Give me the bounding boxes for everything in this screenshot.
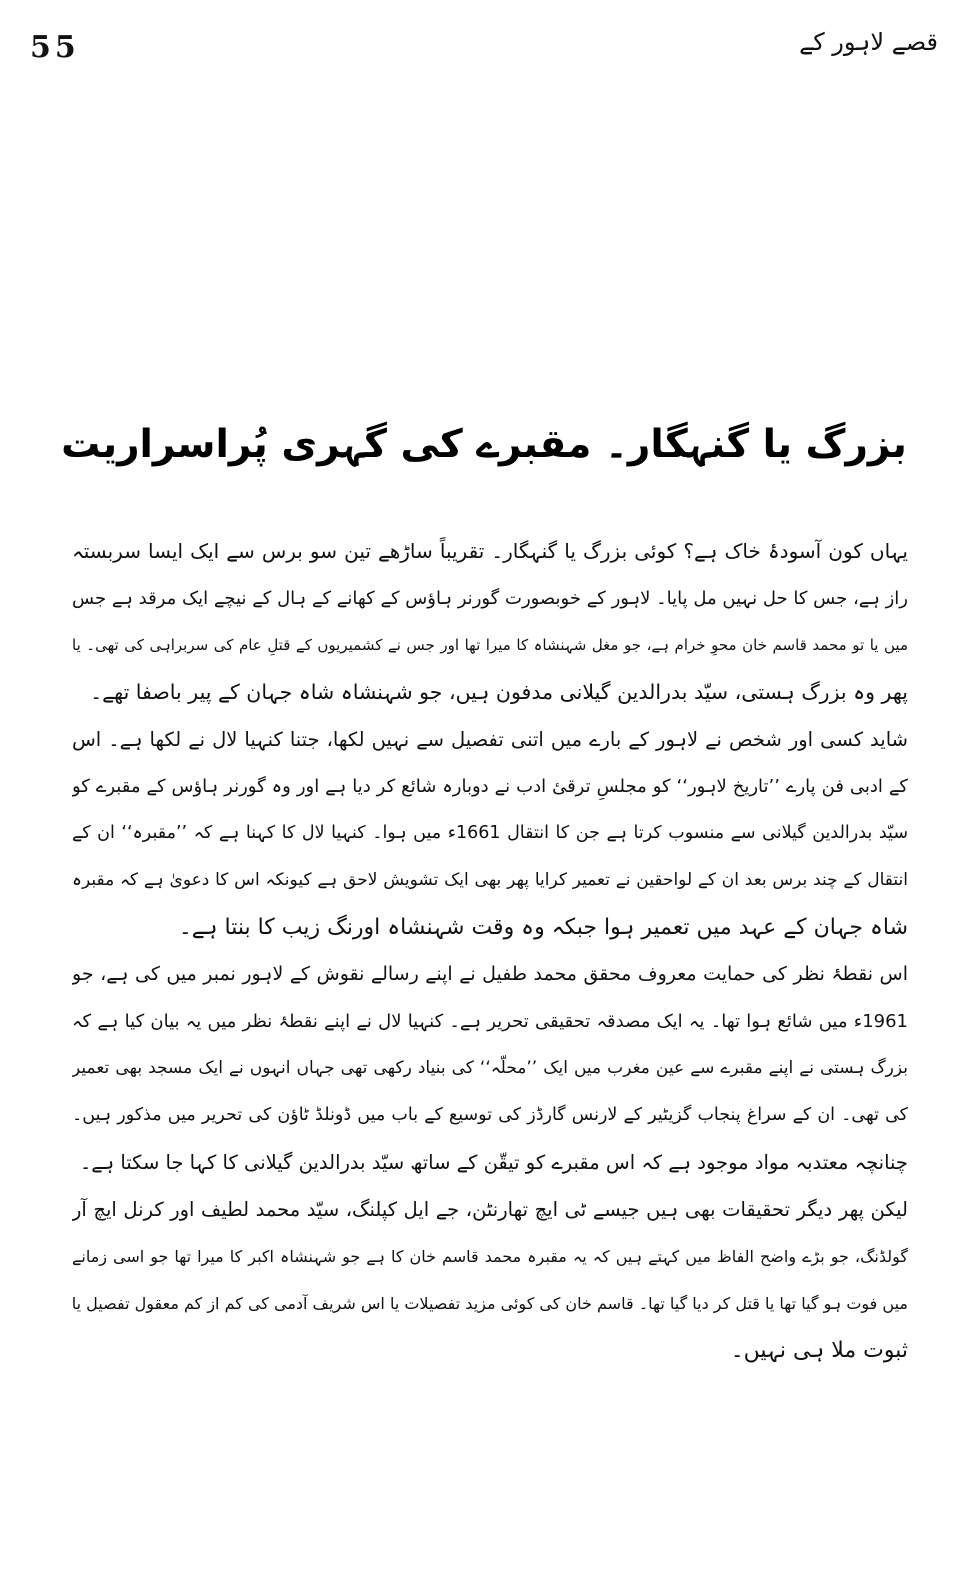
text-line: میں فوت ہو گیا تھا یا قتل کر دیا گیا تھا۔ قاسم خان کی کوئی مزید تفصیلات یا اس شریف آدمی کی کم از کم معقول تفصیل یا: [72, 1294, 908, 1313]
page-number: 55: [30, 30, 80, 65]
text-line: کی تھی۔ ان کے سراغ پنجاب گزیٹیر کے لارنس گارڈز کی توسیع کے باب میں ڈونلڈ ٹاؤن کی تحریر میں مذکور ہیں۔: [72, 1105, 908, 1125]
chapter-title: بزرگ یا گنہگار۔ مقبرے کی گہری پُراسراریت: [61, 422, 907, 467]
text-line: میں یا تو محمد قاسم خان محوِ خرام ہے، جو مغل شہنشاہ کا میرا تھا اور جس نے کشمیریوں کے قتلِ عام کی سربراہی کی تھی۔ یا: [72, 636, 908, 654]
text-line: ثبوت ملا ہی نہیں۔: [730, 1338, 908, 1363]
text-line: 1961ء میں شائع ہوا تھا۔ یہ ایک مصدقہ تحقیقی تحریر ہے۔ کنہیا لال نے اپنے نقطۂ نظر میں یہ بیان کیا ہے کہ: [72, 1011, 908, 1032]
text-line: کے ادبی فن پارے ’’تاریخ لاہور‘‘ کو مجلسِ ترقیٔ ادب نے دوبارہ شائع کر دیا ہے اور وہ گورنر ہاؤس کے مقبرے کو: [72, 776, 908, 797]
body-text: [72, 528, 908, 1374]
text-line: چنانچہ معتدبہ مواد موجود ہے کہ اس مقبرے کو تیقّن کے ساتھ سیّد بدرالدین گیلانی کا کہا جا سکتا ہے۔: [79, 1151, 908, 1174]
text-line: راز ہے، جس کا حل نہیں مل پایا۔ لاہور کے خوبصورت گورنر ہاؤس کے کھانے کے ہال کے نیچے ایک مرقد ہے جس: [72, 588, 908, 609]
text-line: بزرگ ہستی نے اپنے مقبرے سے عین مغرب میں ایک ’’محلّہ‘‘ کی بنیاد رکھی تھی جہاں انہوں نے ایک مسجد بھی تعمیر: [72, 1058, 908, 1078]
text-line: انتقال کے چند برس بعد ان کے لواحقین نے تعمیر کرایا پھر بھی ایک تشویش لاحق ہے کیونکہ اس کا دعویٰ ہے کہ مقبرہ: [72, 870, 908, 890]
text-line: سیّد بدرالدین گیلانی سے منسوب کرتا ہے جن کا انتقال 1661ء میں ہوا۔ کنہیا لال کا کہنا ہے کہ ’’مقبرہ‘‘ ان کے: [72, 823, 908, 843]
text-line: گولڈنگ، جو بڑے واضح الفاظ میں کہتے ہیں کہ یہ مقبرہ محمد قاسم خان کا ہے جو شہنشاہ اکبر کا میرا تھا جو اسی زمانے: [72, 1247, 908, 1266]
text-line: پھر وہ بزرگ ہستی، سیّد بدرالدین گیلانی مدفون ہیں، جو شہنشاہ شاہ جہان کے پیر باصفا تھے۔: [90, 680, 908, 704]
text-line: شاید کسی اور شخص نے لاہور کے بارے میں اتنی تفصیل سے نہیں لکھا، جتنا کنہیا لال نے لکھا ہے۔ اس: [72, 728, 908, 751]
text-line: لیکن پھر دیگر تحقیقات بھی ہیں جیسے ٹی ایچ تھارنٹن، جے ایل کپلنگ، سیّد محمد لطیف اور کرنل ایچ آر: [72, 1198, 908, 1221]
text-line: اس نقطۂ نظر کی حمایت معروف محقق محمد طفیل نے اپنے رسالے نقوش کے لاہور نمبر میں کی ہے، جو: [72, 963, 908, 985]
text-line: شاہ جہان کے عہد میں تعمیر ہوا جبکہ وہ وقت شہنشاہ اورنگ زیب کا بنتا ہے۔: [178, 915, 908, 940]
running-header: قصے لاہور کے: [799, 28, 938, 56]
text-line: یہاں کون آسودۂ خاک ہے؟ کوئی بزرگ یا گنہگار۔ تقریباً ساڑھے تین سو برس سے ایک ایسا سربستہ: [72, 539, 908, 563]
